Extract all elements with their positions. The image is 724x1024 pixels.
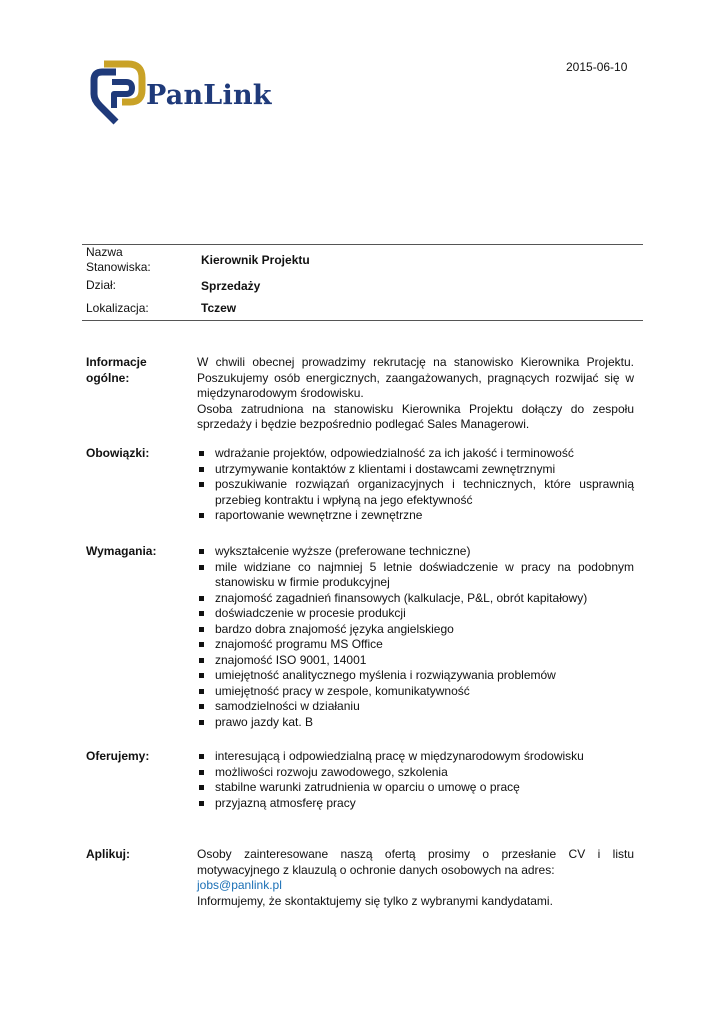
section-general-heading — [86, 355, 186, 386]
requirements-list — [197, 544, 634, 730]
apply-note: Informujemy, że skontaktujemy się tylko z wybranymi kandydatami. — [197, 893, 553, 908]
list-item-text: przyjazną atmosferę pracy — [215, 795, 356, 810]
list-item-text: bardzo dobra znajomość języka angielskiego — [215, 621, 454, 636]
list-item — [197, 446, 634, 462]
list-item — [197, 606, 634, 622]
heading-line2: ogólne: — [86, 370, 130, 385]
bullet-icon — [199, 451, 204, 456]
list-item — [197, 668, 634, 684]
position-label-line1: Nazwa — [86, 245, 123, 259]
list-item-text: interesującą i odpowiedzialną pracę w międzynarodowym środowisku — [215, 749, 584, 763]
list-item-text: raportowanie wewnętrzne i zewnętrzne — [215, 508, 423, 522]
info-row-position — [82, 245, 643, 275]
list-item-text: znajomość zagadnień finansowych (kalkulacje, P&L, obrót kapitałowy) — [215, 590, 588, 605]
list-item — [197, 622, 634, 638]
logo-wordmark: PanLink — [146, 80, 272, 111]
bullet-icon — [199, 627, 204, 632]
list-item-text: samodzielności w działaniu — [215, 699, 360, 713]
list-item — [197, 637, 634, 653]
section-offer-heading: Oferujemy: — [86, 749, 150, 763]
list-item-text: prawo jazdy kat. B — [215, 714, 314, 729]
list-item-text: mile widziane co najmniej 5 letnie doświadczenie w pracy na podobnym stanowisku w firmie produkcyjnej — [215, 559, 634, 589]
list-item — [197, 653, 634, 669]
offer-list — [197, 749, 634, 811]
section-duties-body — [197, 446, 634, 524]
list-item-text: stabilne warunki zatrudnienia w oparciu o umowę o pracę — [215, 780, 520, 794]
list-item-text: wykształcenie wyższe (preferowane techniczne) — [215, 544, 471, 558]
list-item — [197, 715, 634, 731]
panlink-logo-icon — [88, 60, 148, 126]
location-value: Tczew — [201, 301, 237, 315]
list-item-text: możliwości rozwoju zawodowego, szkolenia — [215, 764, 448, 779]
bullet-icon — [199, 689, 204, 694]
bullet-icon — [199, 754, 204, 759]
heading-line1: Informacje — [86, 355, 147, 369]
info-row-department — [82, 275, 643, 296]
section-requirements-body — [197, 544, 634, 730]
bullet-icon — [199, 720, 204, 725]
bullet-icon — [199, 565, 204, 570]
list-item — [197, 796, 634, 812]
bullet-icon — [199, 611, 204, 616]
list-item — [197, 765, 634, 781]
bullet-icon — [199, 785, 204, 790]
general-paragraph-2: Osoba zatrudniona na stanowisku Kierownika Projektu dołączy do zespołu sprzedaży i będzie bezpośrednio podlegać Sales Managerowi. — [197, 401, 634, 431]
position-label-line2: Stanowiska: — [86, 260, 151, 274]
section-duties-heading: Obowiązki: — [86, 446, 150, 460]
list-item-text: utrzymywanie kontaktów z klientami i dostawcami zewnętrznymi — [215, 461, 556, 476]
list-item-text: poszukiwanie rozwiązań organizacyjnych i technicznych, które usprawnią przebieg kontraktu i wpłyną na jego efektywność — [215, 477, 634, 507]
info-row-location — [82, 296, 643, 320]
section-requirements-heading: Wymagania: — [86, 544, 157, 558]
list-item-text: umiejętność analitycznego myślenia i rozwiązywania problemów — [215, 668, 556, 682]
section-offer-body — [197, 749, 634, 811]
list-item — [197, 560, 634, 591]
apply-text: Osoby zainteresowane naszą ofertą prosimy o przesłanie CV i listu motywacyjnego z klauzulą o ochronie danych osobowych na adres: — [197, 847, 634, 877]
list-item-text: doświadczenie w procesie produkcji — [215, 606, 406, 620]
list-item-text: znajomość ISO 9001, 14001 — [215, 652, 367, 667]
list-item — [197, 462, 634, 478]
bullet-icon — [199, 467, 204, 472]
list-item-text: wdrażanie projektów, odpowiedzialność za ich jakość i terminowość — [215, 446, 574, 460]
list-item — [197, 699, 634, 715]
list-item — [197, 684, 634, 700]
bullet-icon — [199, 658, 204, 663]
position-value: Kierownik Projektu — [201, 253, 310, 267]
list-item-text: znajomość programu MS Office — [215, 637, 383, 651]
location-label: Lokalizacja: — [86, 300, 149, 315]
duties-list — [197, 446, 634, 524]
bullet-icon — [199, 770, 204, 775]
department-label: Dział: — [86, 278, 117, 292]
bullet-icon — [199, 513, 204, 518]
bullet-icon — [199, 596, 204, 601]
list-item — [197, 544, 634, 560]
document-date: 2015-06-10 — [566, 60, 628, 74]
list-item — [197, 508, 634, 524]
position-info-table — [82, 244, 643, 321]
general-paragraph-1: W chwili obecnej prowadzimy rekrutację na stanowisko Kierownika Projektu. Poszukujemy osób energicznych, zaangażowanych, pragnących rozwijać się w międzynarodowym środowisku. — [197, 355, 634, 400]
list-item — [197, 477, 634, 508]
list-item — [197, 591, 634, 607]
department-value: Sprzedaży — [201, 278, 261, 293]
bullet-icon — [199, 549, 204, 554]
section-general-body — [197, 355, 634, 433]
bullet-icon — [199, 704, 204, 709]
list-item — [197, 749, 634, 765]
list-item-text: umiejętność pracy w zespole, komunikatywność — [215, 683, 470, 698]
bullet-icon — [199, 673, 204, 678]
apply-email-link[interactable]: jobs@panlink.pl — [197, 878, 282, 892]
section-apply-body — [197, 847, 634, 909]
list-item — [197, 780, 634, 796]
position-label — [82, 245, 201, 275]
bullet-icon — [199, 482, 204, 487]
company-logo — [88, 60, 288, 126]
bullet-icon — [199, 801, 204, 806]
section-apply-heading: Aplikuj: — [86, 847, 130, 861]
bullet-icon — [199, 642, 204, 647]
